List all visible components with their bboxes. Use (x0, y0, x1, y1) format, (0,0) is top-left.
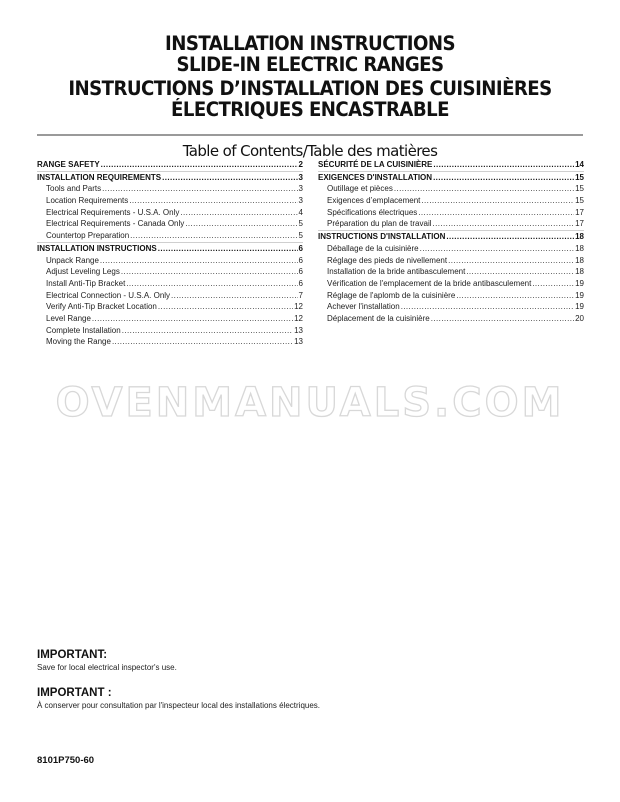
toc-entry[interactable] (37, 171, 303, 184)
dot-leader (102, 183, 297, 195)
dot-leader (171, 290, 298, 302)
dot-leader (112, 336, 293, 348)
toc-entry-label: Préparation du plan de travail (327, 219, 432, 229)
toc-entry[interactable] (37, 218, 303, 230)
horizontal-rule (37, 134, 583, 136)
toc-entry[interactable] (318, 218, 584, 230)
toc-entry[interactable] (37, 290, 303, 302)
toc-entry-page: 19 (575, 290, 584, 300)
important-heading: IMPORTANT: (37, 649, 108, 661)
toc-entry-label: SÉCURITÉ DE LA CUISINIÈRE (318, 160, 433, 169)
toc-column-french (318, 159, 584, 325)
toc-entry-page: 4 (298, 207, 303, 217)
toc-entry[interactable] (37, 207, 303, 219)
dot-leader (126, 278, 297, 290)
dot-leader (129, 195, 297, 207)
toc-entry-label: RANGE SAFETY (37, 160, 100, 169)
important-text: Save for local electrical inspector's use. (37, 663, 177, 672)
dot-leader (101, 159, 298, 171)
dot-leader (418, 207, 574, 219)
document-title (0, 33, 620, 120)
toc-entry-label: Exigences d’emplacement (327, 196, 421, 206)
dot-leader (456, 290, 574, 302)
toc-entry-page: 15 (575, 184, 584, 194)
toc-entry-page: 5 (298, 231, 303, 241)
toc-entry-label: Moving the Range (46, 337, 111, 347)
toc-entry-label: Déplacement de la cuisinière (327, 313, 430, 323)
toc-entry-label: EXIGENCES D'INSTALLATION (318, 172, 433, 182)
dot-leader (92, 313, 293, 325)
toc-entry-label: Outillage et pièces (327, 184, 393, 194)
toc-entry-label: Countertop Preparation (46, 231, 130, 241)
toc-entry-page: 12 (294, 302, 303, 312)
toc-entry-label: Vérification de l'emplacement de la bride antibasculement (327, 278, 532, 288)
dot-leader (162, 172, 297, 184)
toc-entry-label: Tools and Parts (46, 184, 102, 194)
toc-entry-label: Verify Anti-Tip Bracket Location (46, 302, 157, 312)
toc-entry[interactable] (37, 183, 303, 195)
toc-entry-label: Install Anti-Tip Bracket (46, 278, 126, 288)
toc-entry-label: INSTALLATION REQUIREMENTS (37, 172, 162, 182)
toc-entry[interactable] (318, 230, 584, 243)
toc-entry-page: 18 (575, 255, 584, 265)
dot-leader (466, 266, 574, 278)
dot-leader (394, 183, 574, 195)
dot-leader (433, 218, 575, 230)
toc-column-english (37, 159, 303, 348)
toc-entry[interactable] (318, 207, 584, 219)
dot-leader (158, 243, 298, 255)
toc-entry-page: 13 (294, 325, 303, 335)
toc-entry[interactable] (318, 183, 584, 195)
toc-entry-label: Déballage de la cuisinière (327, 243, 419, 253)
toc-entry-label: Réglage des pieds de nivellement (327, 255, 448, 265)
toc-entry-page: 17 (575, 219, 584, 229)
dot-leader (121, 266, 298, 278)
toc-entry[interactable] (37, 230, 303, 242)
toc-entry[interactable] (318, 313, 584, 325)
toc-entry-page: 6 (298, 255, 303, 265)
dot-leader (448, 255, 574, 267)
toc-entry-page: 20 (575, 313, 584, 323)
toc-entry-label: Electrical Connection - U.S.A. Only (46, 290, 171, 300)
dot-leader (433, 172, 574, 184)
toc-entry[interactable] (318, 171, 584, 184)
toc-entry[interactable] (37, 159, 303, 171)
toc-entry[interactable] (37, 325, 303, 337)
title-line-1: INSTALLATION INSTRUCTIONS (165, 32, 455, 55)
toc-entry[interactable] (318, 159, 584, 171)
dot-leader (158, 301, 293, 313)
toc-entry[interactable] (318, 278, 584, 290)
toc-entry-page: 18 (575, 267, 584, 277)
toc-entry[interactable] (37, 301, 303, 313)
toc-entry-page: 12 (294, 313, 303, 323)
toc-entry[interactable] (37, 278, 303, 290)
dot-leader (446, 231, 574, 243)
toc-entry-label: Location Requirements (46, 196, 129, 206)
toc-entry-page: 15 (575, 172, 584, 182)
title-line-3: INSTRUCTIONS D’INSTALLATION DES CUISINIÈRES (68, 77, 552, 100)
toc-entry-label: Electrical Requirements - U.S.A. Only (46, 207, 180, 217)
toc-entry[interactable] (318, 255, 584, 267)
toc-entry-page: 3 (298, 184, 303, 194)
toc-entry-label: Spécifications électriques (327, 207, 418, 217)
dot-leader (180, 207, 297, 219)
dot-leader (431, 313, 574, 325)
toc-heading: Table of Contents/Table des matières (182, 142, 438, 160)
toc-entry[interactable] (318, 301, 584, 313)
title-line-4: ÉLECTRIQUES ENCASTRABLE (171, 98, 449, 121)
watermark: OVENMANUALS.COM (55, 380, 565, 426)
toc-entry[interactable] (318, 290, 584, 302)
toc-entry-label: Complete Installation (46, 325, 121, 335)
toc-entry-page: 3 (298, 172, 303, 182)
dot-leader (185, 218, 297, 230)
toc-entry[interactable] (318, 195, 584, 207)
toc-entry[interactable] (37, 313, 303, 325)
dot-leader (130, 230, 297, 242)
toc-entry-page: 6 (298, 243, 303, 253)
dot-leader (100, 255, 298, 267)
toc-entry-label: Adjust Leveling Legs (46, 267, 120, 277)
important-notice-french (37, 687, 320, 711)
toc-entry-page: 6 (298, 278, 303, 288)
toc-entry-label: Achever l'installation (327, 302, 400, 312)
toc-entry-page: 2 (298, 160, 303, 169)
toc-entry-page: 3 (298, 196, 303, 206)
toc-entry-page: 19 (575, 278, 584, 288)
toc-entry-label: Installation de la bride antibasculement (327, 267, 466, 277)
dot-leader (433, 159, 574, 171)
toc-entry[interactable] (318, 266, 584, 278)
toc-entry-label: Level Range (46, 313, 91, 323)
important-notice-english (37, 649, 177, 673)
toc-entry-page: 18 (575, 232, 584, 242)
dot-leader (421, 195, 574, 207)
toc-entry-label: Unpack Range (46, 255, 99, 265)
toc-entry-page: 6 (298, 267, 303, 277)
dot-leader (401, 301, 574, 313)
toc-entry-page: 5 (298, 219, 303, 229)
toc-entry[interactable] (37, 195, 303, 207)
toc-entry[interactable] (318, 243, 584, 255)
toc-entry-page: 18 (575, 243, 584, 253)
toc-entry[interactable] (37, 266, 303, 278)
document-code: 8101P750-60 (37, 755, 95, 766)
toc-entry-label: Réglage de l'aplomb de la cuisinière (327, 290, 456, 300)
toc-entry-label: Electrical Requirements - Canada Only (46, 219, 185, 229)
toc-entry-label: INSTRUCTIONS D'INSTALLATION (318, 232, 446, 242)
important-heading: IMPORTANT : (37, 687, 112, 699)
important-text: À conserver pour consultation par l'inspecteur local des installations électriques. (37, 701, 321, 710)
toc-entry-page: 15 (575, 196, 584, 206)
title-line-2: SLIDE-IN ELECTRIC RANGES (176, 53, 444, 76)
toc-entry[interactable] (37, 336, 303, 348)
dot-leader (122, 325, 293, 337)
toc-entry-page: 19 (575, 302, 584, 312)
toc-entry-page: 13 (294, 337, 303, 347)
dot-leader (420, 243, 574, 255)
toc-entry-page: 7 (298, 290, 303, 300)
toc-entry[interactable] (37, 255, 303, 267)
toc-entry-page: 17 (575, 207, 584, 217)
toc-entry-label: INSTALLATION INSTRUCTIONS (37, 243, 157, 253)
toc-entry[interactable] (37, 242, 303, 255)
toc-entry-page: 14 (575, 160, 584, 169)
dot-leader (532, 278, 574, 290)
